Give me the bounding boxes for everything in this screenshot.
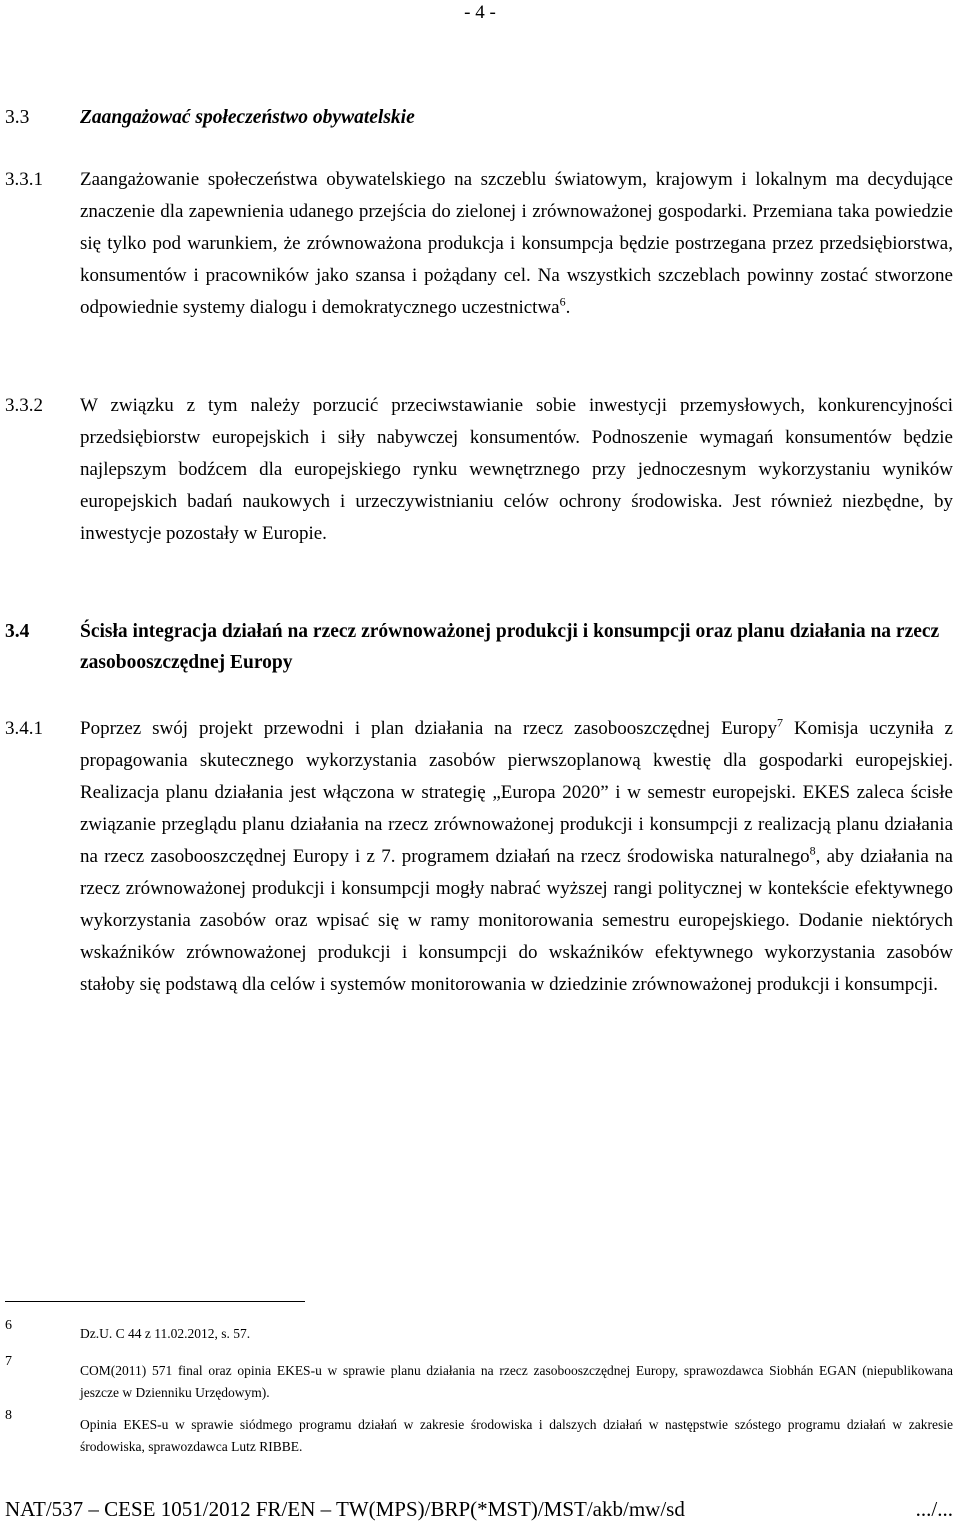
section-number: 3.4: [5, 621, 30, 642]
document-reference: NAT/537 – CESE 1051/2012 FR/EN – TW(MPS)/BRP(*MST)/MST/akb/mw/sd: [5, 1497, 685, 1521]
footnote-text: Dz.U. C 44 z 11.02.2012, s. 57.: [80, 1326, 251, 1341]
section-heading-3-4: [0, 616, 960, 680]
footnote-7: [0, 1354, 960, 1406]
footnote-ref-8: 8: [809, 843, 816, 858]
section-title: Zaangażować społeczeństwo obywatelskie: [80, 107, 415, 128]
paragraph-text-part: Zaangażowanie społeczeństwa obywatelskiego na szczeblu światowym, krajowym i lokalnym ma decydujące znaczenie dla zapewnienia udanego przejścia do zielonej i zrównoważonej gospodarki. Przemiana taka powiedzie się tylko pod warunkiem, że zrównoważona produkcja i konsumpcja będzie postrzegana przez przedsiębiorstwa, konsumentów i pracowników jako szansa i pożądany cel. Na wszystkich szczeblach powinny zostać stworzone odpowiednie systemy dialogu i demokratycznego uczestnictwa: [80, 169, 953, 318]
footnote-separator: [5, 1301, 305, 1302]
footnote-number: 6: [5, 1318, 12, 1333]
footnote-text: COM(2011) 571 final oraz opinia EKES-u w sprawie planu działania na rzecz zasobooszczędnej Europy, sprawozdawca Siobhán EGAN (niepublikowana jeszcze w Dzienniku Urzędowym).: [80, 1363, 953, 1400]
footnote-text: Opinia EKES-u w sprawie siódmego programu działań w zakresie środowiska i dalszych działań w następstwie szóstego programu działań w zakresie środowiska, sprawozdawca Lutz RIBBE.: [80, 1417, 953, 1454]
paragraph-text: [80, 164, 953, 324]
paragraph-text-part: .: [565, 297, 571, 318]
document-footer: [5, 1497, 953, 1522]
section-title: Ścisła integracja działań na rzecz zrównoważonej produkcji i konsumpcji oraz planu działania na rzecz zasobooszczędnej Europy: [80, 621, 940, 673]
paragraph-text-part: , aby działania na rzecz zrównoważonej produkcji i konsumpcji mogły nabrać wyższej rangi politycznej w kontekście efektywnego wykorzystania zasobów oraz wpisać się w ramy monitorowania semestru europejskiego. Dodanie niektórych wskaźników zrównoważonej produkcji i konsumpcji do wskaźników efektywnego wykorzystania zasobów stałoby się podstawą dla celów i systemów monitorowania w dziedzinie zrównoważonej produkcji i konsumpcji.: [80, 846, 953, 995]
paragraph-3-4-1: [0, 713, 960, 1133]
footnote-number: 7: [5, 1354, 12, 1369]
footnote-number: 8: [5, 1408, 12, 1423]
footnote-6: [0, 1318, 960, 1347]
paragraph-text-part: Poprzez swój projekt przewodni i plan działania na rzecz zasobooszczędnej Europy: [80, 718, 778, 739]
paragraph-text-part: Komisja uczyniła z propagowania skutecznego wykorzystania zasobów pierwszoplanową kwestię dla gospodarki europejskiej. Realizacja planu działania jest włączona w strategię „Europa 2020” i w semestr europejski. EKES zaleca ścisłe związanie przeglądu planu działania na rzecz zrównoważonej produkcji i konsumpcji z realizacją planu działania na rzecz zasobooszczędnej Europy i z 7. programem działań na rzecz środowiska naturalnego: [80, 718, 953, 867]
page-number: - 4 -: [464, 2, 496, 23]
paragraph-number: 3.3.2: [5, 395, 43, 416]
paragraph-text: W związku z tym należy porzucić przeciwstawianie sobie inwestycji przemysłowych, konkurencyjności przedsiębiorstw europejskich i siły nabywczej konsumentów. Podnoszenie wymagań konsumentów będzie najlepszym bodźcem dla europejskiego rynku wewnętrznego przy jednoczesnym wykorzystaniu wyników europejskich badań naukowych i urzeczywistnianiu celów ochrony środowiska. Jest również niezbędne, by inwestycje pozostały w Europie.: [80, 395, 953, 544]
paragraph-number: 3.4.1: [5, 718, 43, 739]
paragraph-3-3-1: [0, 164, 960, 364]
section-number: 3.3: [5, 107, 30, 128]
footnote-ref-7: 7: [777, 715, 784, 730]
paragraph-3-3-2: [0, 390, 960, 590]
continuation-mark: .../...: [915, 1497, 953, 1521]
paragraph-text: [80, 713, 953, 1001]
paragraph-number: 3.3.1: [5, 169, 43, 190]
footnote-ref-6: 6: [559, 294, 566, 309]
section-heading-3-3: [0, 102, 960, 133]
footnote-8: [0, 1408, 960, 1460]
